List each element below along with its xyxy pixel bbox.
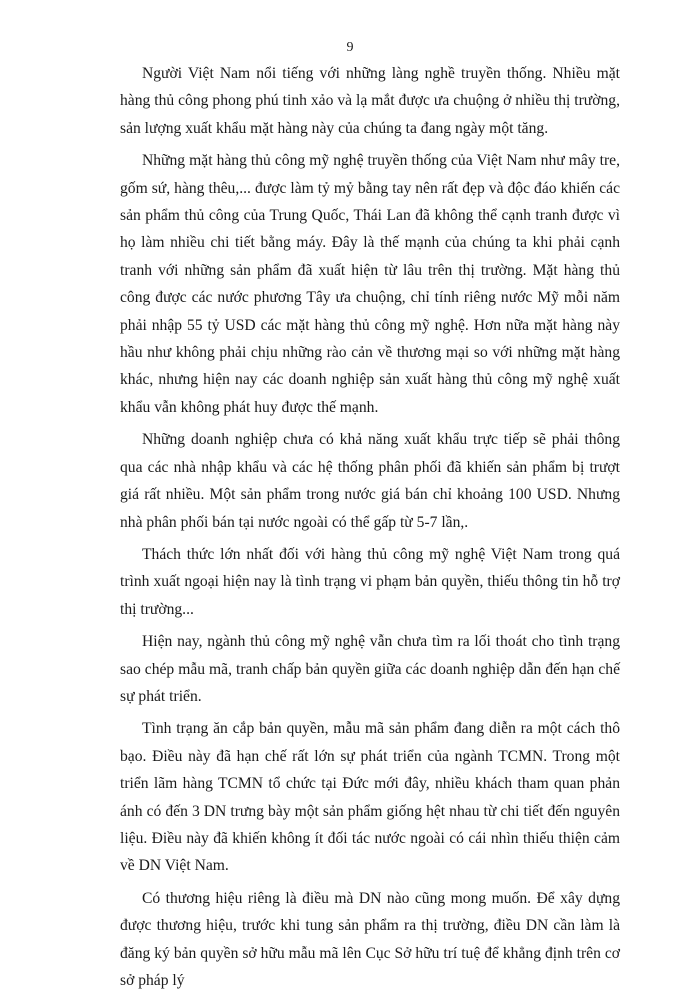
- paragraph: Những mặt hàng thủ công mỹ nghệ truyền thống của Việt Nam như mây tre, gốm sứ, hàng thêu,... được làm tỷ mỷ bằng tay nên rất đẹp và độc đáo khiến các sản phẩm thủ công của Trung Quốc, Thái Lan đã không thể cạnh tranh được vì họ làm nhiều chi tiết bằng máy. Đây là thế mạnh của chúng ta khi phải cạnh tranh với những sản phẩm đã xuất hiện từ lâu trên thị trường. Mặt hàng thủ công được các nước phương Tây ưa chuộng, chỉ tính riêng nước Mỹ mỗi năm phải nhập 55 tỷ USD các mặt hàng thủ công mỹ nghệ. Hơn nữa mặt hàng này hầu như không phải chịu những rào cản về thương mại so với những mặt hàng khác, nhưng hiện nay các doanh nghiệp sản xuất hàng thủ công mỹ nghệ xuất khẩu vẫn không phát huy được thế mạnh.: [120, 152, 620, 416]
- page-number: 9: [346, 40, 354, 55]
- paragraph: Thách thức lớn nhất đối với hàng thủ công mỹ nghệ Việt Nam trong quá trình xuất ngoại hiện nay là tình trạng vi phạm bản quyền, thiếu thông tin hỗ trợ thị trường...: [120, 545, 620, 618]
- paragraph: Người Việt Nam nổi tiếng với những làng nghề truyền thống. Nhiều mặt hàng thủ công phong phú tinh xảo và lạ mắt được ưa chuộng ở nhiều thị trường, sản lượng xuất khẩu mặt hàng này của chúng ta đang ngày một tăng.: [120, 65, 620, 137]
- body-text: [120, 60, 620, 999]
- paragraph: Có thương hiệu riêng là điều mà DN nào cũng mong muốn. Để xây dựng được thương hiệu, trước khi tung sản phẩm ra thị trường, điều DN cần làm là đăng ký bản quyền sở hữu mẫu mã lên Cục Sở hữu trí tuệ để khẳng định trên cơ sở pháp lý: [120, 889, 620, 989]
- paragraph: Hiện nay, ngành thủ công mỹ nghệ vẫn chưa tìm ra lối thoát cho tình trạng sao chép mẫu mã, tranh chấp bản quyền giữa các doanh nghiệp dẫn đến hạn chế sự phát triển.: [120, 633, 620, 705]
- paragraph: Tình trạng ăn cắp bản quyền, mẫu mã sản phẩm đang diễn ra một cách thô bạo. Điều này đã hạn chế rất lớn sự phát triển của ngành TCMN. Trong một triển lãm hàng TCMN tổ chức tại Đức mới đây, nhiều khách tham quan phản ánh có đến 3 DN trưng bày một sản phẩm giống hệt nhau từ chi tiết đến nguyên liệu. Điều này đã khiến không ít đối tác nước ngoài có cái nhìn thiếu thiện cảm về DN Việt Nam.: [120, 720, 620, 875]
- paragraph: Những doanh nghiệp chưa có khả năng xuất khẩu trực tiếp sẽ phải thông qua các nhà nhập khẩu và các hệ thống phân phối đã khiến sản phẩm bị trượt giá rất nhiều. Một sản phẩm trong nước giá bán chỉ khoảng 100 USD. Nhưng nhà phân phối bán tại nước ngoài có thể gấp từ 5-7 lần,.: [120, 431, 620, 531]
